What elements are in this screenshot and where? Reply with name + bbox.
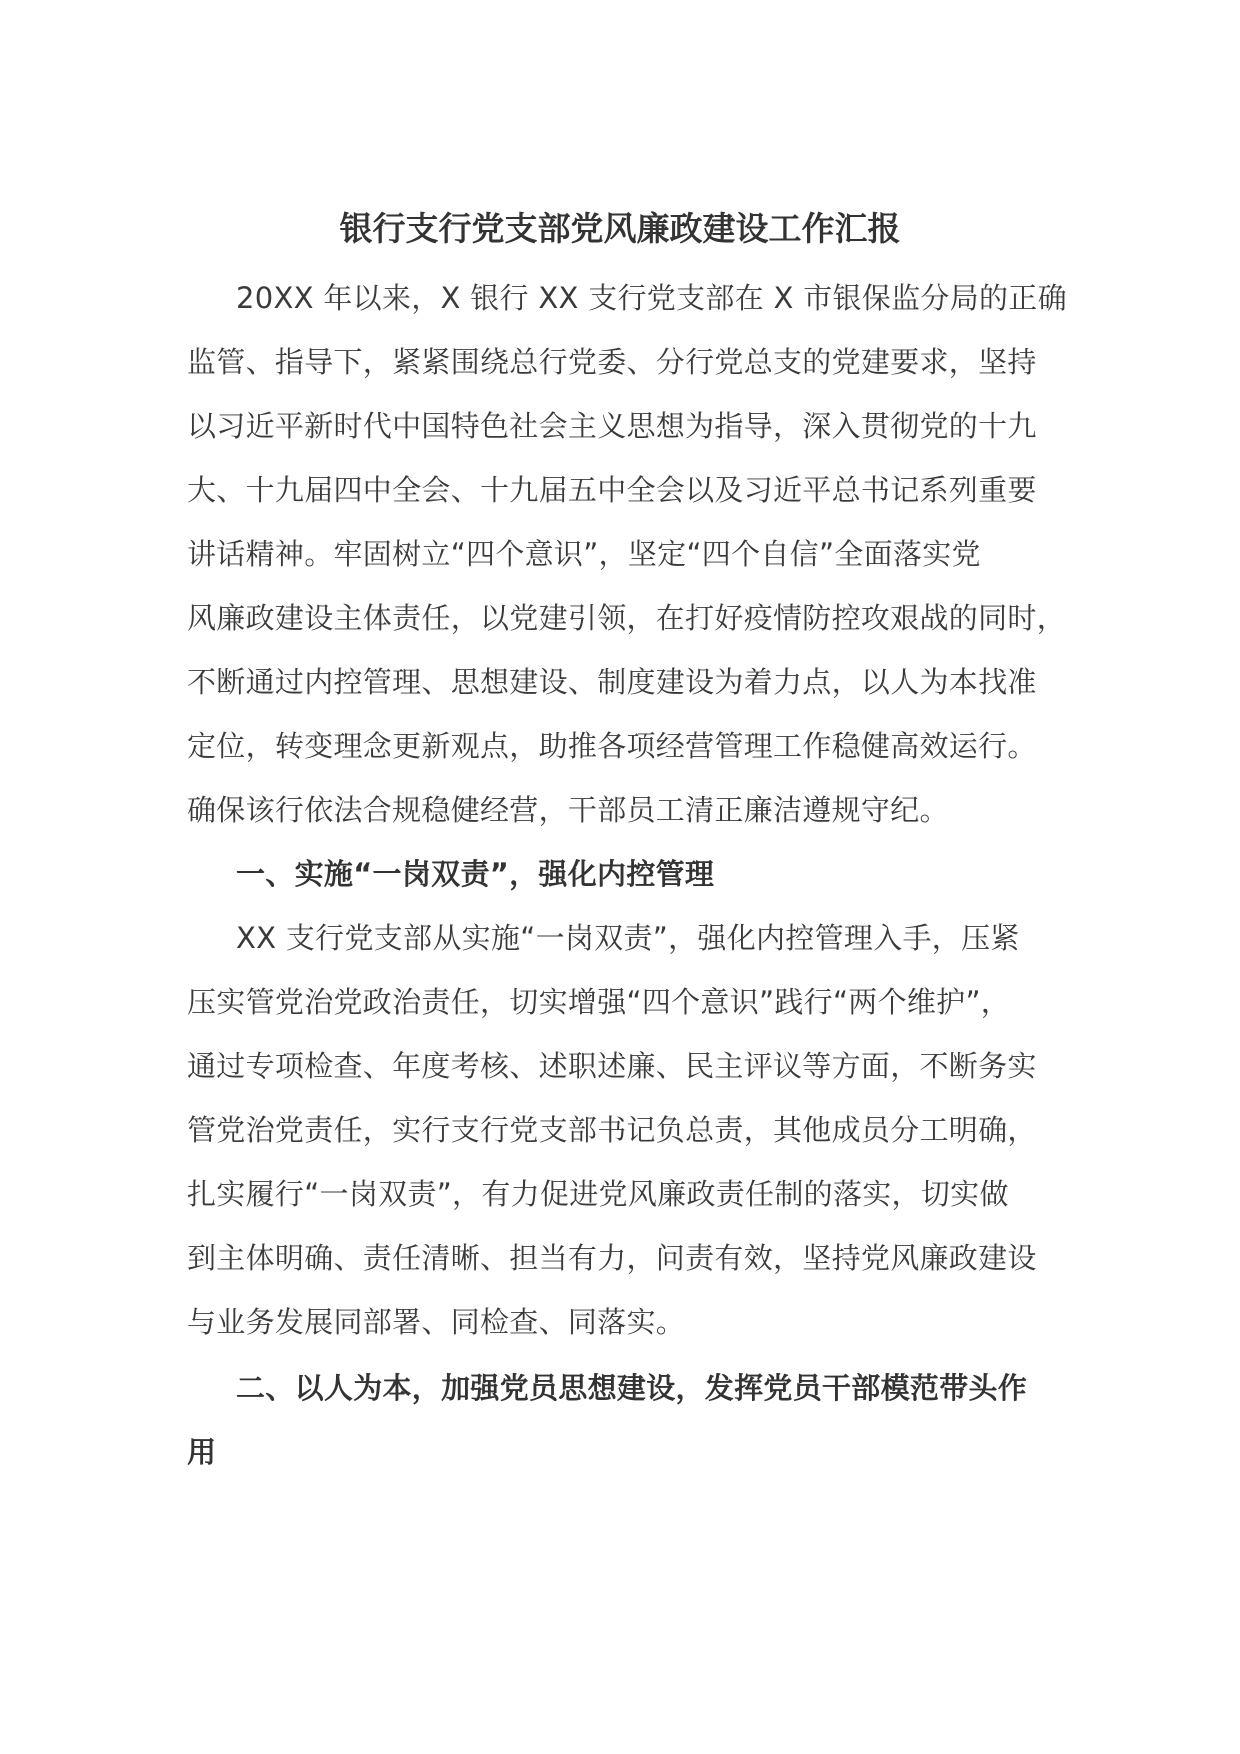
paragraph-1-line-2: 监管、指导下，紧紧围绕总行党委、分行党总支的党建要求，坚持 [187, 345, 1037, 379]
paragraph-2-line-7: 与业务发展同部署、同检查、同落实。 [187, 1305, 686, 1339]
paragraph-1-line-8: 定位，转变理念更新观点，助推各项经营管理工作稳健高效运行。 [187, 729, 1037, 763]
section-1-heading: 一、实施“一岗双责”，强化内控管理 [236, 857, 715, 891]
paragraph-2-line-6: 到主体明确、责任清晰、担当有力，问责有效，坚持党风廉政建设 [187, 1241, 1037, 1275]
paragraph-1-line-4: 大、十九届四中全会、十九届五中全会以及习近平总书记系列重要 [187, 473, 1037, 507]
paragraph-1-line-9: 确保该行依法合规稳健经营，干部员工清正廉洁遵规守纪。 [187, 793, 949, 827]
document-title: 银行支行党支部党风廉政建设工作汇报 [339, 209, 901, 248]
paragraph-2-line-5: 扎实履行“一岗双责”，有力促进党风廉政责任制的落实，切实做 [187, 1177, 1009, 1211]
paragraph-1-line-6: 风廉政建设主体责任，以党建引领，在打好疫情防控攻艰战的同时， [187, 601, 1067, 635]
paragraph-2-line-1: XX 支行党支部从实施“一岗双责”，强化内控管理入手，压紧 [236, 921, 1020, 955]
paragraph-2-line-4: 管党治党责任，实行支行党支部书记负总责，其他成员分工明确， [187, 1113, 1037, 1147]
paragraph-1-line-7: 不断通过内控管理、思想建设、制度建设为着力点，以人为本找准 [187, 665, 1037, 699]
paragraph-1-line-5: 讲话精神。牢固树立“四个意识”，坚定“四个自信”全面落实党 [187, 537, 981, 571]
section-2-heading-line-1: 二、以人为本，加强党员思想建设，发挥党员干部模范带头作 [236, 1371, 1028, 1405]
paragraph-1-line-1: 20XX 年以来，X 银行 XX 支行党支部在 X 市银保监分局的正确 [236, 281, 1067, 315]
paragraph-2-line-3: 通过专项检查、年度考核、述职述廉、民主评议等方面，不断务实 [187, 1049, 1037, 1083]
paragraph-2-line-2: 压实管党治党政治责任，切实增强“四个意识”践行“两个维护”， [187, 985, 1011, 1019]
section-2-heading-line-2: 用 [187, 1435, 217, 1469]
paragraph-1-line-3: 以习近平新时代中国特色社会主义思想为指导，深入贯彻党的十九 [187, 409, 1037, 443]
